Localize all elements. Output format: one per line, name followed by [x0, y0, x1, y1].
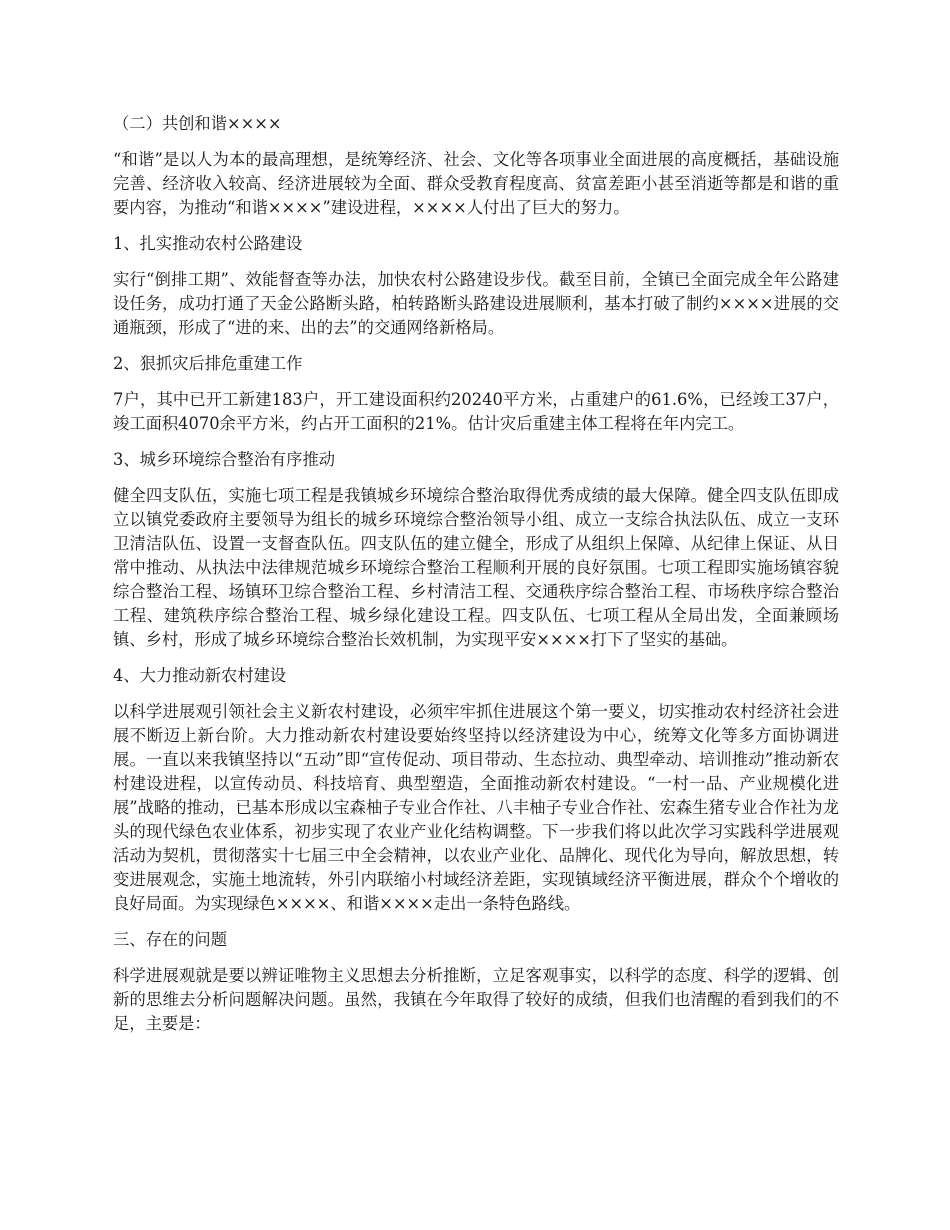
heading-rural-roads: 1、扎实推动农村公路建设: [113, 234, 303, 253]
heading-problems: 三、存在的问题: [113, 930, 227, 949]
paragraph-disaster-rebuild: 7户，其中已开工新建183户，开工建设面积约20240平方米，占重建户的61.6%，已经竣工37户，竣工面积4070余平方米，约占开工面积的21%。估计灾后重建主体工程将在年内完工。: [113, 390, 839, 433]
paragraph-harmony-intro: “和谐”是以人为本的最高理想，是统筹经济、社会、文化等各项事业全面进展的高度概括，基础设施完善、经济收入较高、经济进展较为全面、群众受教育程度高、贫富差距小甚至消逝等都是和谐的重要内容，为推动“和谐××××”建设进程，××××人付出了巨大的努力。: [113, 150, 839, 217]
heading-environment: 3、城乡环境综合整治有序推动: [113, 450, 336, 469]
paragraph-rural-roads: 实行“倒排工期”、效能督查等办法，加快农村公路建设步伐。截至目前，全镇已全面完成全年公路建设任务，成功打通了天金公路断头路，柏转路断头路建设进展顺利，基本打破了制约××××进展的交通瓶颈，形成了“进的来、出的去”的交通网络新格局。: [113, 270, 839, 337]
paragraph-new-countryside: 以科学进展观引领社会主义新农村建设，必须牢牢抓住进展这个第一要义，切实推动农村经济社会进展不断迈上新台阶。大力推动新农村建设要始终坚持以经济建设为中心，统筹文化等多方面协调进展。一直以来我镇坚持以“五动”即“宣传促动、项目带动、生态拉动、典型牵动、培训推动”推动新农村建设进程，以宣传动员、科技培育、典型塑造，全面推动新农村建设。“一村一品、产业规模化进展”战略的推动，已基本形成以宝森柚子专业合作社、八丰柚子专业合作社、宏森生猪专业合作社为龙头的现代绿色农业体系，初步实现了农业产业化结构调整。下一步我们将以此次学习实践科学进展观活动为契机，贯彻落实十七届三中全会精神，以农业产业化、品牌化、现代化为导向，解放思想，转变进展观念，实施土地流转，外引内联缩小村域经济差距，实现镇域经济平衡进展，群众个个增收的良好局面。为实现绿色××××、和谐××××走出一条特色路线。: [113, 702, 839, 913]
heading-new-countryside: 4、大力推动新农村建设: [113, 666, 287, 685]
heading-disaster-rebuild: 2、狠抓灾后排危重建工作: [113, 354, 303, 373]
document-page: [113, 112, 839, 1048]
paragraph-problems: 科学进展观就是要以辨证唯物主义思想去分析推断，立足客观事实，以科学的态度、科学的逻辑、创新的思维去分析问题解决问题。虽然，我镇在今年取得了较好的成绩，但我们也清醒的看到我们的不足，主要是：: [113, 966, 839, 1033]
section-heading-harmony: （二）共创和谐××××: [113, 114, 282, 133]
paragraph-environment: 健全四支队伍，实施七项工程是我镇城乡环境综合整治取得优秀成绩的最大保障。健全四支队伍即成立以镇党委政府主要领导为组长的城乡环境综合整治领导小组、成立一支综合执法队伍、成立一支环卫清洁队伍、设置一支督查队伍。四支队伍的建立健全，形成了从组织上保障、从纪律上保证、从日常中推动、从执法中法律规范城乡环境综合整治工程顺利开展的良好氛围。七项工程即实施场镇容貌综合整治工程、场镇环卫综合整治工程、乡村清洁工程、交通秩序综合整治工程、市场秩序综合整治工程、建筑秩序综合整治工程、城乡绿化建设工程。四支队伍、七项工程从全局出发，全面兼顾场镇、乡村，形成了城乡环境综合整治长效机制，为实现平安××××打下了坚实的基础。: [113, 486, 839, 649]
